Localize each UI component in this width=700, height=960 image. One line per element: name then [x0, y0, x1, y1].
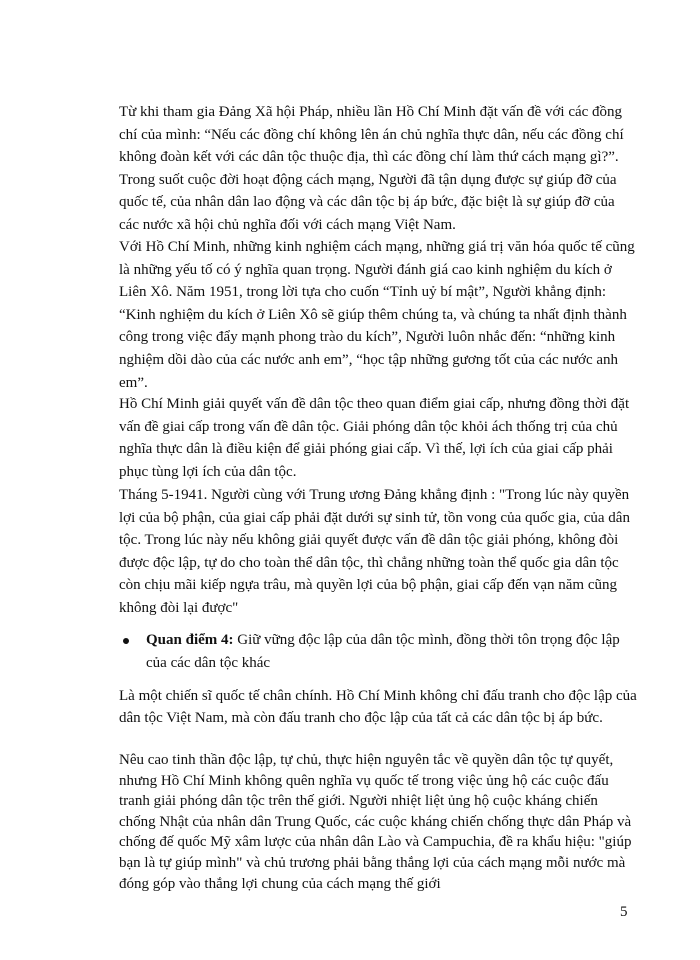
paragraph-1: Từ khi tham gia Đảng Xã hội Pháp, nhiều lần Hồ Chí Minh đặt vấn đề với các đồng chí của mình: “Nếu các đồng chí không lên án chủ nghĩa thực dân, nếu các đồng chí không đoàn kết với các dân tộc thuộc địa, thì các đồng chí làm thứ cách mạng gì?”. Trong suốt cuộc đời hoạt động cách mạng, Người đã tận dụng được sự giúp đỡ của quốc tế, của nhân dân lao động và các dân tộc bị áp bức, đặc biệt là sự giúp đỡ của các nước xã hội chủ nghĩa đối với cách mạng Việt Nam. [119, 104, 624, 233]
bullet-item-quan-diem-4 [119, 629, 638, 674]
paragraph-2: Với Hồ Chí Minh, những kinh nghiệm cách mạng, những giá trị văn hóa quốc tế cũng là những yếu tố có ý nghĩa quan trọng. Người đánh giá cao kinh nghiệm du kích ở Liên Xô. Năm 1951, trong lời tựa cho cuốn “Tỉnh uỷ bí mật”, Người khẳng định: “Kinh nghiệm du kích ở Liên Xô sẽ giúp thêm chúng ta, và chúng ta nhất định thành công trong việc đẩy mạnh phong trào du kích”, Người luôn nhắc đến: “những kinh nghiệm dồi dào của các nước anh em”, “học tập những gương tốt của các nước anh em”. [119, 239, 635, 391]
paragraph-4: Tháng 5-1941. Người cùng với Trung ương Đảng khẳng định : "Trong lúc này quyền lợi của bộ phận, của giai cấp phải đặt dưới sự sinh tử, tồn vong của quốc gia, của dân tộc. Trong lúc này nếu không giải quyết được vấn đề dân tộc giải phóng, không đòi được độc lập, tự do cho toàn thể dân tộc, thì chẳng những toàn thể quốc gia dân tộc còn chịu mãi kiếp ngựa trâu, mà quyền lợi của bộ phận, giai cấp đến vạn năm cũng không đòi lại được" [119, 487, 630, 616]
bullet-icon [123, 638, 129, 644]
page-number: 5 [620, 904, 628, 920]
bullet-label: Quan điểm 4: [146, 632, 234, 648]
paragraph-6: Nêu cao tinh thần độc lập, tự chủ, thực hiện nguyên tắc về quyền dân tộc tự quyết, nhưng Hồ Chí Minh không quên nghĩa vụ quốc tế trong việc ủng hộ các cuộc đấu tranh giải phóng dân tộc trên thế giới. Người nhiệt liệt ủng hộ cuộc kháng chiến chống Nhật của nhân dân Trung Quốc, các cuộc kháng chiến chống thực dân Pháp và chống đế quốc Mỹ xâm lược của nhân dân Lào và Campuchia, đề ra khẩu hiệu: "giúp bạn là tự giúp mình" và chủ trương phải bằng thắng lợi của cách mạng mỗi nước mà đóng góp vào thắng lợi chung của cách mạng thế giới [119, 752, 632, 892]
paragraph-5: Là một chiến sĩ quốc tế chân chính. Hồ Chí Minh không chỉ đấu tranh cho độc lập của dân tộc Việt Nam, mà còn đấu tranh cho độc lập của tất cả các dân tộc bị áp bức. [119, 688, 637, 726]
bullet-body: Giữ vững độc lập của dân tộc mình, đồng thời tôn trọng độc lập của các dân tộc khác [146, 632, 620, 671]
paragraph-3: Hồ Chí Minh giải quyết vấn đề dân tộc theo quan điểm giai cấp, nhưng đồng thời đặt vấn đề giai cấp trong vấn đề dân tộc. Giải phóng dân tộc khỏi ách thống trị của chủ nghĩa thực dân là điều kiện để giải phóng giai cấp. Vì thế, lợi ích của giai cấp phải phục tùng lợi ích của dân tộc. [119, 396, 630, 480]
bullet-text [146, 629, 638, 674]
